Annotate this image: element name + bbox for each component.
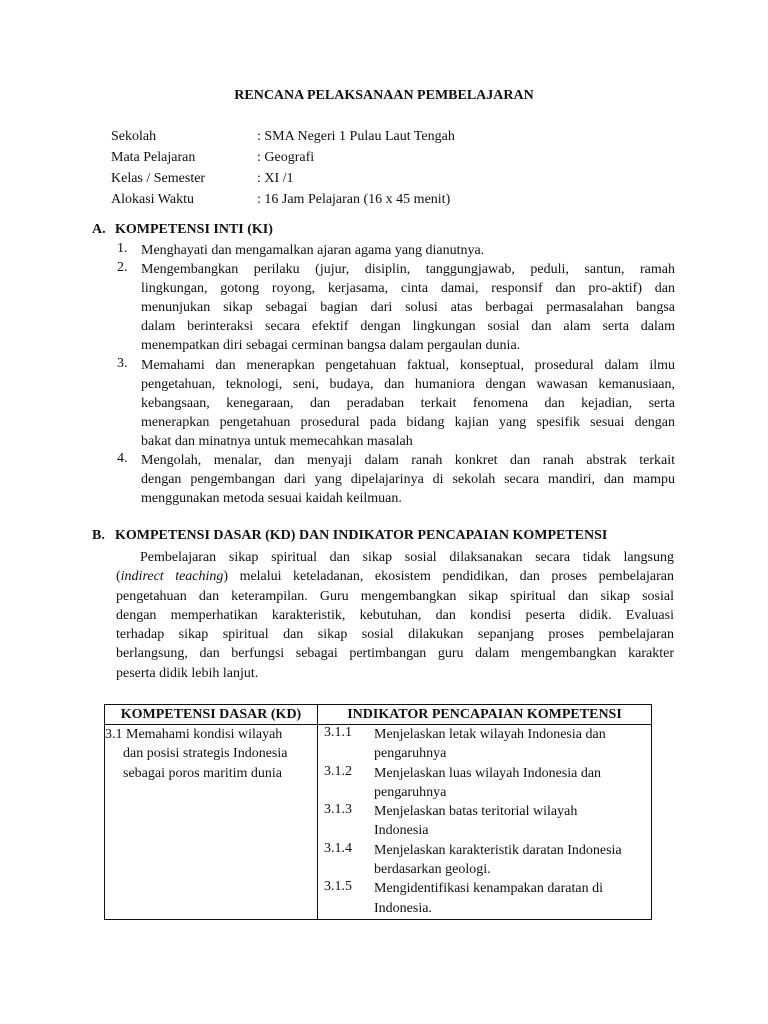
paragraph-line (116, 567, 674, 586)
indicator-line: berdasarkan geologi. (374, 862, 491, 878)
ki-list (111, 241, 675, 508)
indicator-code: 3.1.4 (324, 840, 352, 856)
ki-line: menerapkan pengetahuan prosedural pada bidang kajian yang spesifik sesuai dengan (141, 414, 675, 430)
ki-line: pengetahuan, teknologi, seni, budaya, dan humaniora dengan wawasan kemanusiaan, (141, 376, 675, 392)
section-b-heading (92, 528, 607, 544)
indicator-code: 3.1.1 (324, 725, 352, 740)
kd-line: sebagai poros maritim dunia (123, 765, 283, 781)
info-label: Alokasi Waktu (111, 192, 194, 207)
indicator-line: pengaruhnya (374, 746, 447, 762)
section-title: KOMPETENSI INTI (KI) (115, 222, 273, 237)
table-row (105, 725, 652, 920)
italic-term: indirect teaching (120, 569, 224, 585)
ki-line: dengan pengembangan dari yang dipelajarinya di sekolah secara mandiri, dan mampu (141, 472, 675, 488)
table-header-row (105, 705, 652, 725)
ki-item (111, 260, 675, 355)
indicator-code: 3.1.5 (324, 879, 352, 895)
indicator-line: Menjelaskan luas wilayah Indonesia dan (374, 765, 602, 781)
info-label: Kelas / Semester (111, 171, 206, 186)
paragraph-line: Pembelajaran sikap spiritual dan sikap sosial dilaksanakan secara tidak langsung (140, 550, 674, 565)
ki-item (111, 451, 675, 508)
kd-line: 3.1 Memahami kondisi wilayah (105, 727, 283, 742)
ki-number: 2. (117, 260, 128, 276)
section-letter: A. (92, 222, 106, 237)
indicator-line: Mengidentifikasi kenampakan daratan di (374, 881, 603, 897)
paragraph-line: berlangsung, dan berfungsi sebagai pertimbangan guru dalam mengembangkan karakter (116, 646, 674, 662)
indicator-line: Indonesia. (374, 900, 432, 916)
indicator-line: Indonesia (374, 823, 429, 839)
kd-line: dan posisi strategis Indonesia (123, 746, 288, 762)
ki-number: 3. (117, 355, 128, 371)
ki-item (111, 356, 675, 451)
kd-cell (105, 725, 318, 920)
ki-line: bakat dan minatnya untuk memecahkan masalah (141, 433, 413, 449)
info-row-alokasi-waktu (111, 189, 455, 210)
kd-indicator-table (104, 704, 652, 920)
ki-line: Memahami dan menerapkan pengetahuan faktual, konseptual, prosedural dalam ilmu (141, 357, 675, 373)
ki-line: kebangsaan, kenegaraan, dan peradaban terkait fenomena dan kejadian, serta (141, 395, 675, 411)
section-a-heading (92, 222, 273, 238)
section-title: KOMPETENSI DASAR (KD) DAN INDIKATOR PENCAPAIAN KOMPETENSI (115, 528, 608, 543)
ki-line: Menghayati dan mengamalkan ajaran agama yang dianutnya. (141, 243, 485, 258)
ki-line: Mengolah, menalar, dan menyaji dalam ranah konkret dan ranah abstrak terkait (141, 453, 675, 469)
indicator-item (324, 764, 651, 803)
indicator-line: Menjelaskan batas teritorial wilayah (374, 804, 578, 820)
ki-item (111, 241, 675, 260)
indicator-line: Menjelaskan karakteristik daratan Indonesia (374, 842, 622, 858)
paragraph-line: dengan memperhatikan karakteristik, kebutuhan, dan kondisi peserta didik. Evaluasi (116, 607, 674, 623)
info-row-mata-pelajaran (111, 147, 455, 168)
ki-number: 4. (117, 451, 128, 467)
info-label: Mata Pelajaran (111, 150, 196, 165)
info-value: : 16 Jam Pelajaran (16 x 45 menit) (257, 192, 451, 207)
indicator-cell (318, 725, 652, 920)
ki-line: menunjukan sikap sebagai bagian dari solusi atas berbagai permasalahan bangsa (141, 300, 675, 316)
indicator-code: 3.1.3 (324, 802, 352, 818)
paragraph-line: terhadap sikap spiritual dan sikap sosial dilakukan sepanjang proses pembelajaran (116, 627, 674, 643)
paragraph-fragment: ( (116, 569, 121, 585)
ki-line: dalam berinteraksi secara efektif dengan lingkungan sosial dan alam serta dalam (141, 319, 675, 335)
indicator-item (324, 879, 651, 918)
section-letter: B. (92, 528, 105, 543)
ki-number: 1. (117, 241, 128, 256)
info-label: Sekolah (111, 129, 157, 144)
paragraph-line: peserta didik lebih lanjut. (116, 665, 259, 681)
paragraph-fragment: ) melalui keteladanan, ekosistem pendidikan, dan proses pembelajaran (223, 569, 674, 585)
info-row-kelas-semester (111, 168, 455, 189)
indicator-item (324, 841, 651, 880)
indicator-line: pengaruhnya (374, 784, 447, 800)
kd-text (105, 725, 317, 783)
indicator-line: Menjelaskan letak wilayah Indonesia dan (374, 727, 606, 742)
info-value: : Geografi (257, 150, 315, 165)
indicator-item (324, 802, 651, 841)
table-header-indicator: INDIKATOR PENCAPAIAN KOMPETENSI (318, 705, 652, 725)
ki-line: Mengembangkan perilaku (jujur, disiplin, tanggungjawab, peduli, santun, ramah (141, 262, 675, 278)
document-title: RENCANA PELAKSANAAN PEMBELAJARAN (234, 88, 534, 103)
ki-line: lingkungan, gotong royong, kerjasama, cinta damai, responsif dan pro-aktif) dan (141, 281, 675, 297)
indicator-item (324, 725, 651, 764)
indicator-code: 3.1.2 (324, 763, 352, 779)
ki-line: menempatkan diri sebagai cerminan bangsa dalam pergaulan dunia. (141, 338, 521, 354)
info-row-sekolah (111, 126, 455, 147)
table-header-kd: KOMPETENSI DASAR (KD) (105, 705, 318, 725)
info-block (111, 126, 455, 210)
info-value: : SMA Negeri 1 Pulau Laut Tengah (257, 129, 455, 144)
section-b-paragraph (116, 548, 674, 683)
paragraph-line: pengetahuan dan keterampilan. Guru mengembangkan sikap spiritual dan sikap sosial (116, 588, 674, 604)
ki-line: menggunakan metoda sesuai kaidah keilmuan. (141, 491, 402, 507)
info-value: : XI /1 (257, 171, 294, 186)
